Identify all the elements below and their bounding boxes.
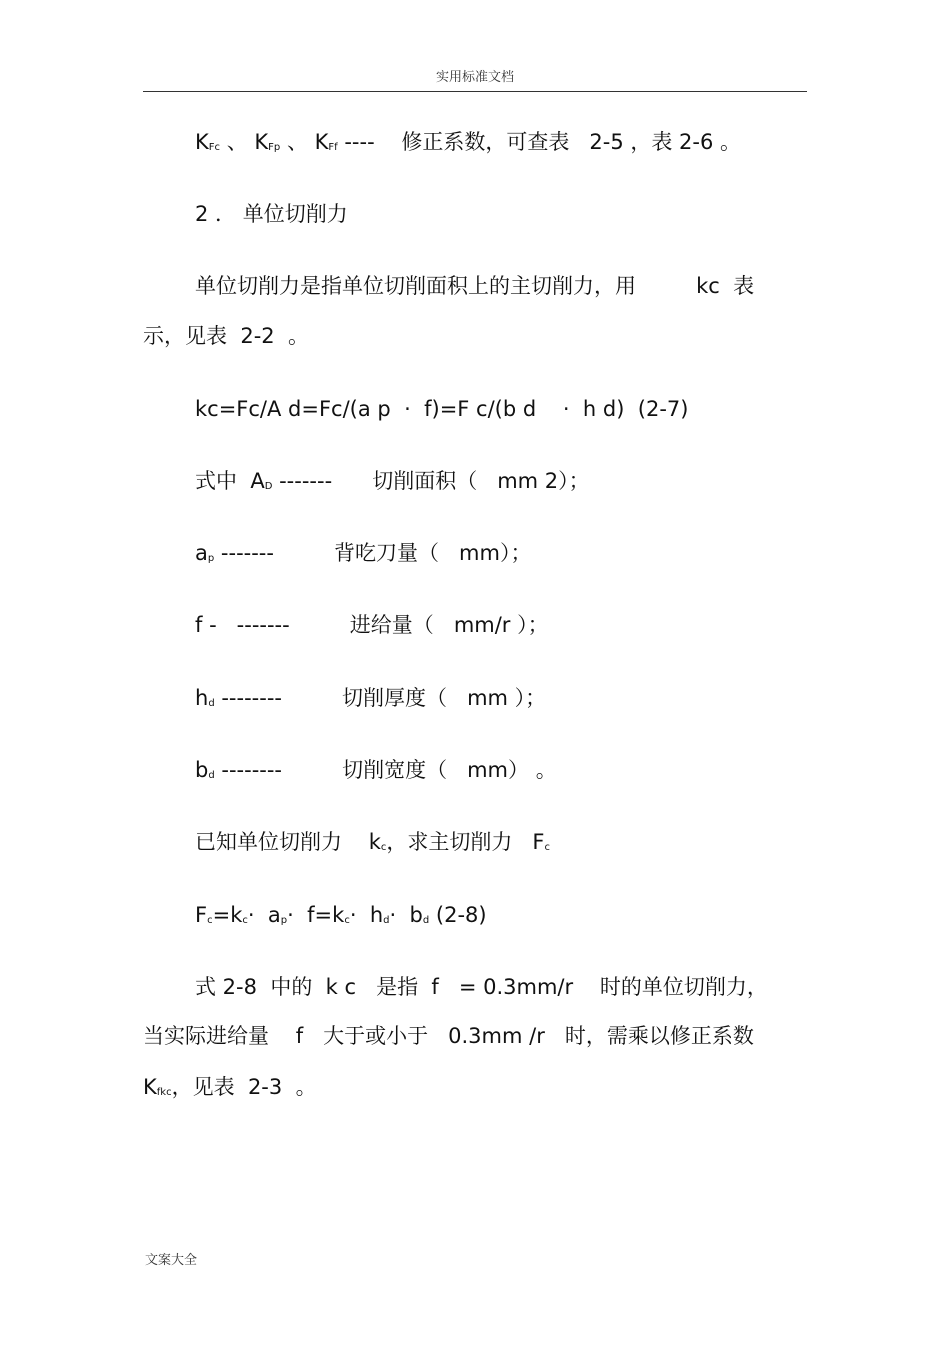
line-correction-coefficients: $K_{Fc}$ 、 $K_{Fp}$ 、 $K_{Ff}$ ---- 修正系数，可查表 2-5 ，表 2-6 。 [195, 130, 742, 154]
definition-thickness: $h_d$ -------- 切削厚度（ mm ）； [195, 686, 547, 710]
paragraph-line-2: 示，见表 2-2 。 [143, 324, 310, 348]
paragraph-2-8-line-2: 当实际进给量 f 大于或小于 0.3mm /r 时，需乘以修正系数 [143, 1024, 754, 1048]
page-header: 实用标准文档 [435, 70, 514, 85]
known-force-line: 已知单位切削力 $k_c$，求主切削力 $F_c$ [195, 830, 550, 854]
formula-2-7: kc=Fc/A d=Fc/(a p · f)=F c/(b d · h d) (2-7) [195, 397, 689, 421]
page-footer: 文案大全 [145, 1253, 198, 1268]
definition-area: 式中 $A_D$ ------- 切削面积（ mm 2）； [195, 469, 590, 493]
paragraph-2-8-line-3: $K_{fkc}$，见表 2-3 。 [143, 1075, 317, 1099]
formula-2-8: $F_c=k_c\cdot a_p\cdot f=k_c\cdot h_d\cdot b_d$ (2-8) [195, 903, 487, 927]
definition-feed: f - ------- 进给量（ mm/r ）； [195, 613, 549, 637]
section-heading: 2 ． 单位切削力 [195, 202, 348, 226]
header-rule [143, 91, 807, 92]
paragraph-2-8-line-1: 式 2-8 中的 k c 是指 f = 0.3mm/r 时的单位切削力， [195, 975, 768, 999]
definition-depth: $a_p$ ------- 背吃刀量（ mm）； [195, 541, 532, 565]
paragraph-line-1: 单位切削力是指单位切削面积上的主切削力，用 kc 表 [195, 274, 755, 298]
definition-width: $b_d$ -------- 切削宽度（ mm） 。 [195, 758, 557, 782]
